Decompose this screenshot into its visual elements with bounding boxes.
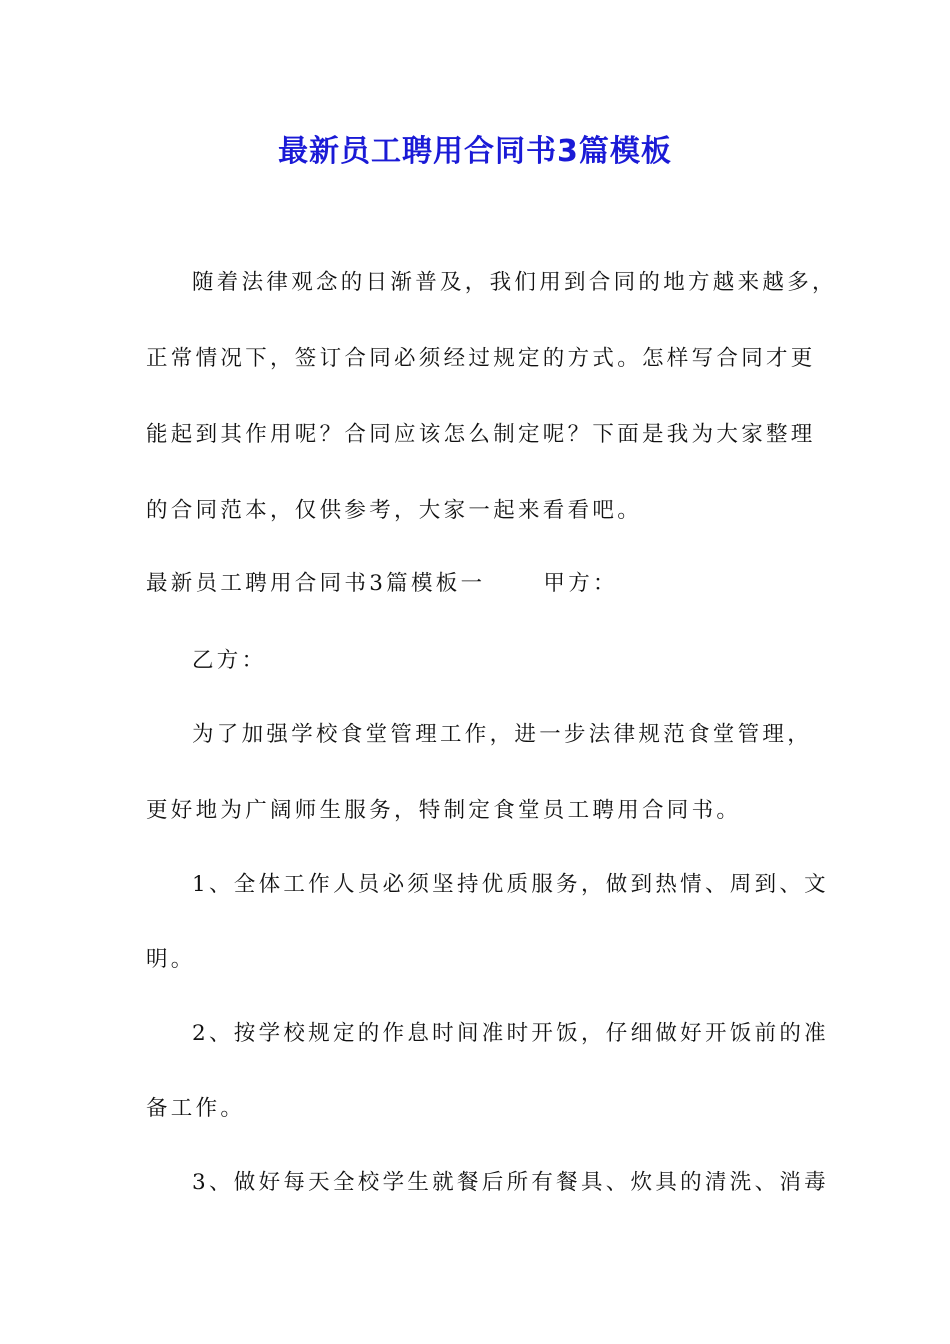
party-a-label: 甲方：	[543, 571, 618, 596]
clause-2-line-1: 2、按学校规定的作息时间准时开饭，仔细做好开饭前的准	[192, 1021, 829, 1046]
intro-line-4: 的合同范本，仅供参考，大家一起来看看吧。	[146, 498, 643, 523]
section-heading: 最新员工聘用合同书3篇模板一	[146, 571, 486, 596]
purpose-line-1: 为了加强学校食堂管理工作，进一步法律规范食堂管理，	[192, 722, 813, 747]
intro-line-3: 能起到其作用呢？合同应该怎么制定呢？下面是我为大家整理	[146, 422, 816, 447]
party-b-label: 乙方：	[192, 648, 267, 673]
clause-1-line-2: 明。	[146, 947, 196, 972]
section-heading-line	[146, 569, 618, 599]
clause-3-line-1: 3、做好每天全校学生就餐后所有餐具、炊具的清洗、消毒	[192, 1170, 829, 1195]
clause-1-line-1: 1、全体工作人员必须坚持优质服务，做到热情、周到、文	[192, 872, 829, 897]
purpose-line-2: 更好地为广阔师生服务，特制定食堂员工聘用合同书。	[146, 798, 742, 823]
clause-2-line-2: 备工作。	[146, 1096, 246, 1121]
document-title: 最新员工聘用合同书3篇模板	[278, 134, 672, 169]
intro-line-2: 正常情况下，签订合同必须经过规定的方式。怎样写合同才更	[146, 346, 816, 371]
intro-line-1: 随着法律观念的日渐普及，我们用到合同的地方越来越多，	[192, 270, 837, 295]
